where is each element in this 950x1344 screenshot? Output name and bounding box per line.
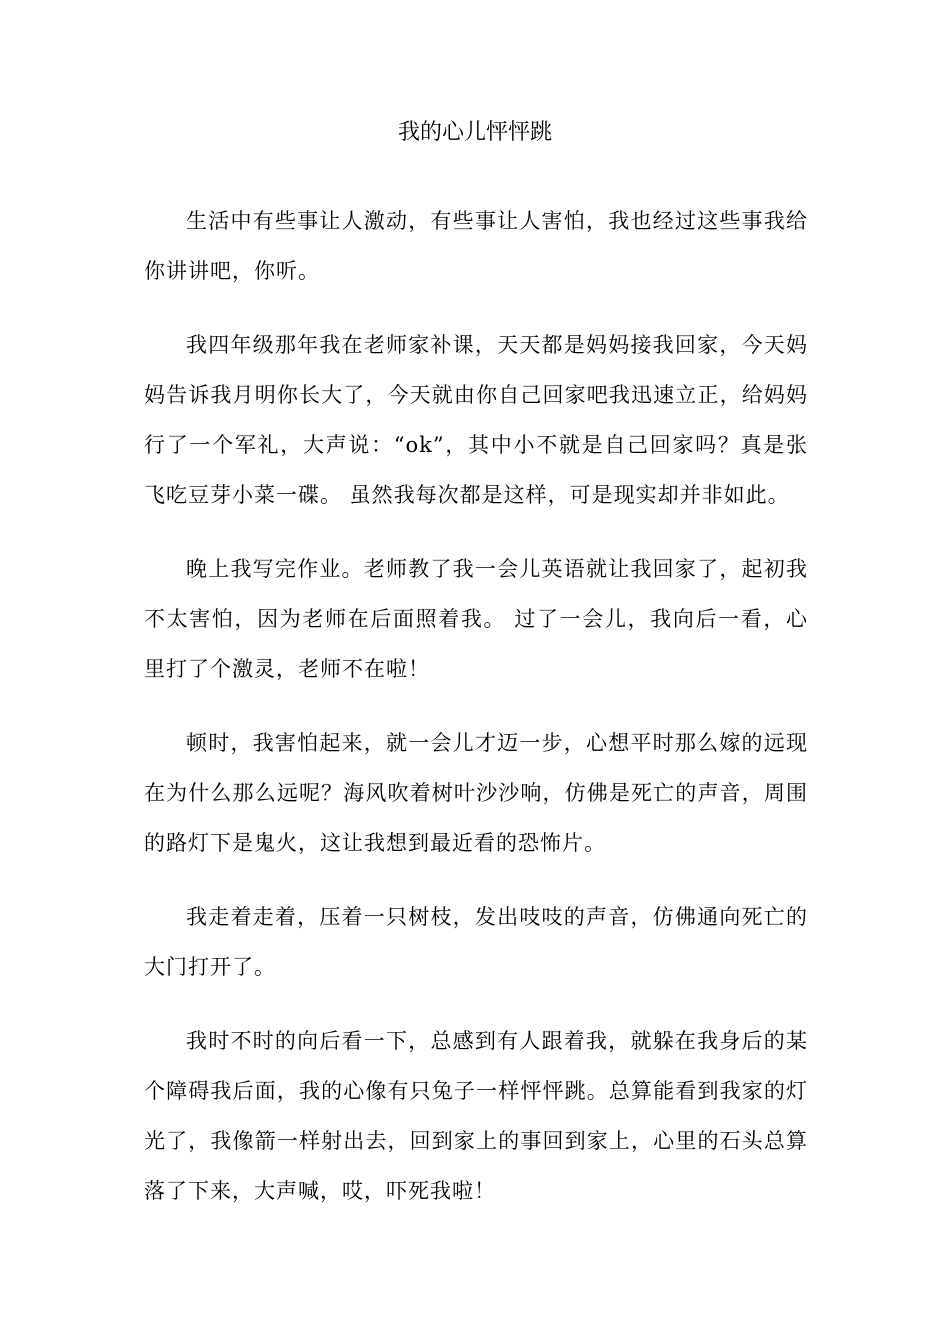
paragraph-4: 顿时，我害怕起来，就一会儿才迈一步，心想平时那么嫁的远现在为什么那么远呢？海风吹着树叶沙沙响，仿佛是死亡的声音，周围的路灯下是鬼火，这让我想到最近看的恐怖片。 bbox=[144, 731, 808, 855]
paragraph-5: 我走着走着，压着一只树枝，发出吱吱的声音，仿佛通向死亡的大门打开了。 bbox=[144, 905, 808, 979]
document-title: 我的心儿怦怦跳 bbox=[397, 120, 552, 145]
paragraph-2: 我四年级那年我在老师家补课，天天都是妈妈接我回家，今天妈妈告诉我月明你长大了，今天就由你自己回家吧我迅速立正，给妈妈行了一个军礼，大声说：“ok”，其中小不就是自己回家吗？真是张飞吃豆芽小菜一碟。 虽然我每次都是这样，可是现实却并非如此。 bbox=[144, 333, 808, 507]
paragraph-1: 生活中有些事让人激动，有些事让人害怕，我也经过这些事我给你讲讲吧，你听。 bbox=[144, 209, 808, 283]
paragraph-6: 我时不时的向后看一下，总感到有人跟着我，就躲在我身后的某个障碍我后面，我的心像有只兔子一样怦怦跳。总算能看到我家的灯光了，我像箭一样射出去，回到家上的事回到家上，心里的石头总算落了下来，大声喊，哎，吓死我啦！ bbox=[144, 1029, 808, 1203]
paragraph-3: 晚上我写完作业。老师教了我一会儿英语就让我回家了，起初我不太害怕，因为老师在后面照着我。 过了一会儿，我向后一看，心里打了个激灵，老师不在啦！ bbox=[144, 557, 808, 681]
document-body bbox=[144, 196, 808, 1240]
